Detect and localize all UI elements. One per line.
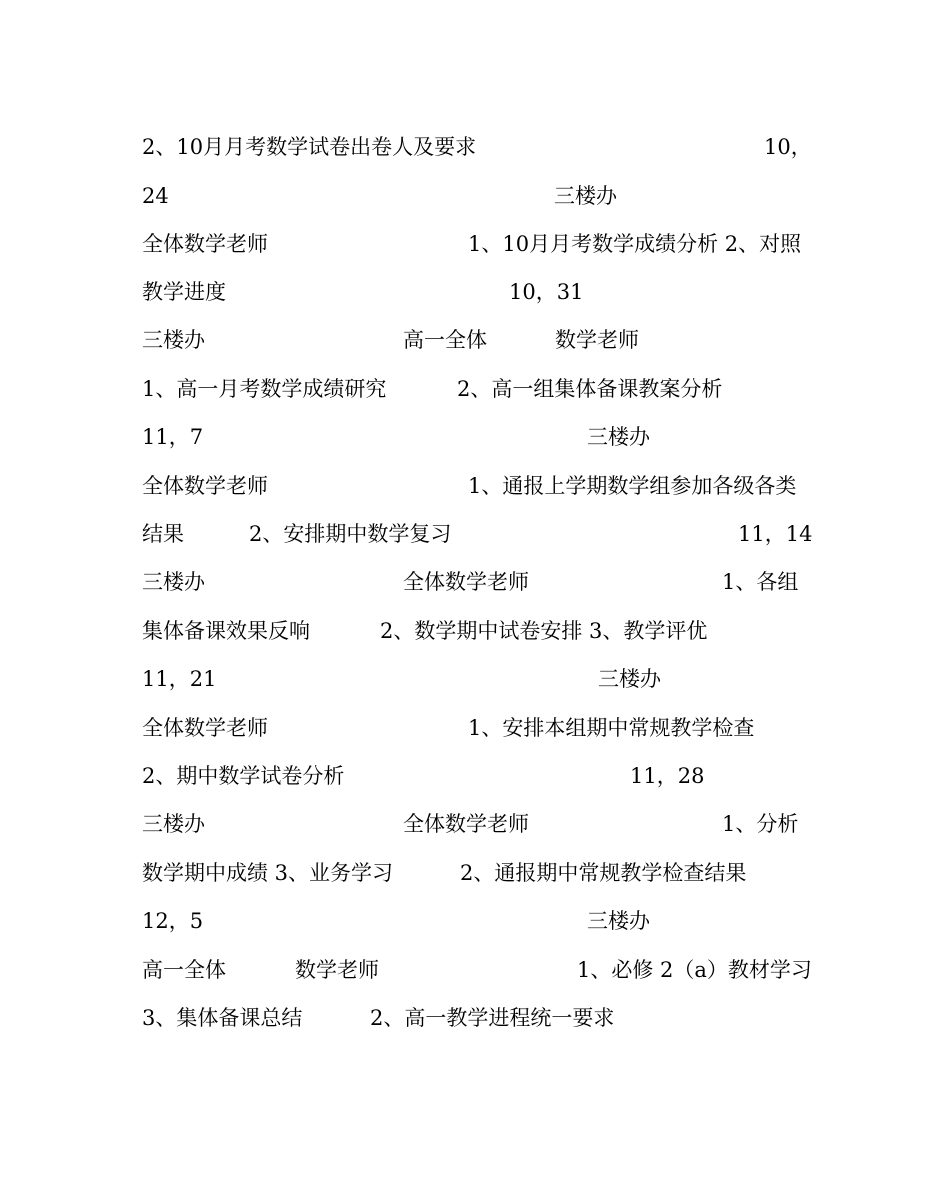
text-line-2	[142, 181, 812, 211]
line-10-segment-1: 三楼办	[142, 570, 205, 594]
line-10-segment-2: 全体数学老师	[403, 570, 529, 594]
text-line-7	[142, 422, 812, 452]
line-3-segment-2: 1、10月月考数学成绩分析 2、对照	[468, 232, 802, 256]
text-line-11	[142, 616, 812, 646]
line-7-segment-2: 三楼办	[587, 425, 650, 449]
line-2-segment-1: 24	[142, 184, 169, 208]
line-9-segment-3: 11，14	[738, 522, 813, 546]
text-line-10	[142, 567, 812, 597]
line-5-segment-3: 数学老师	[555, 328, 639, 352]
text-line-16	[142, 858, 812, 888]
text-line-9	[142, 519, 812, 549]
line-14-segment-2: 11，28	[630, 764, 705, 788]
line-9-segment-2: 2、安排期中数学复习	[249, 522, 452, 546]
line-10-segment-3: 1、各组	[722, 570, 799, 594]
line-11-segment-1: 集体备课效果反响	[142, 619, 310, 643]
line-15-segment-2: 全体数学老师	[403, 812, 529, 836]
line-18-segment-1: 高一全体	[142, 958, 226, 982]
line-8-segment-2: 1、通报上学期数学组参加各级各类	[468, 474, 797, 498]
line-13-segment-2: 1、安排本组期中常规教学检查	[468, 716, 755, 740]
text-line-12	[142, 664, 812, 694]
text-line-8	[142, 471, 812, 501]
line-9-segment-1: 结果	[142, 522, 184, 546]
line-6-segment-2: 2、高一组集体备课教案分析	[457, 377, 723, 401]
line-12-segment-1: 11，21	[142, 667, 217, 691]
line-6-segment-1: 1、高一月考数学成绩研究	[142, 377, 387, 401]
line-4-segment-2: 10，31	[509, 280, 584, 304]
line-18-segment-3: 1、必修 2（a）教材学习	[577, 958, 812, 982]
line-19-segment-2: 2、高一教学进程统一要求	[370, 1006, 615, 1030]
line-5-segment-1: 三楼办	[142, 328, 205, 352]
text-line-4	[142, 277, 812, 307]
line-17-segment-1: 12，5	[142, 909, 204, 933]
line-1-segment-2: 10，	[764, 135, 812, 159]
line-4-segment-1: 教学进度	[142, 280, 226, 304]
text-line-6	[142, 374, 812, 404]
line-11-segment-2: 2、数学期中试卷安排 3、教学评优	[380, 619, 708, 643]
text-line-13	[142, 713, 812, 743]
text-line-15	[142, 809, 812, 839]
line-18-segment-2: 数学老师	[295, 958, 379, 982]
text-line-3	[142, 229, 812, 259]
line-8-segment-1: 全体数学老师	[142, 474, 268, 498]
line-15-segment-3: 1、分析	[722, 812, 799, 836]
line-12-segment-2: 三楼办	[598, 667, 661, 691]
line-14-segment-1: 2、期中数学试卷分析	[142, 764, 345, 788]
line-13-segment-1: 全体数学老师	[142, 716, 268, 740]
text-line-18	[142, 955, 812, 985]
line-19-segment-1: 3、集体备课总结	[142, 1006, 303, 1030]
text-line-1	[142, 132, 812, 162]
line-15-segment-1: 三楼办	[142, 812, 205, 836]
text-line-17	[142, 906, 812, 936]
line-3-segment-1: 全体数学老师	[142, 232, 268, 256]
line-17-segment-2: 三楼办	[587, 909, 650, 933]
text-line-5	[142, 325, 812, 355]
line-5-segment-2: 高一全体	[403, 328, 487, 352]
text-line-14	[142, 761, 812, 791]
line-16-segment-2: 2、通报期中常规教学检查结果	[460, 861, 747, 885]
text-line-19	[142, 1003, 812, 1033]
line-16-segment-1: 数学期中成绩 3、业务学习	[142, 861, 394, 885]
line-7-segment-1: 11，7	[142, 425, 204, 449]
line-2-segment-2: 三楼办	[554, 184, 617, 208]
line-1-segment-1: 2、10月月考数学试卷出卷人及要求	[142, 135, 477, 159]
